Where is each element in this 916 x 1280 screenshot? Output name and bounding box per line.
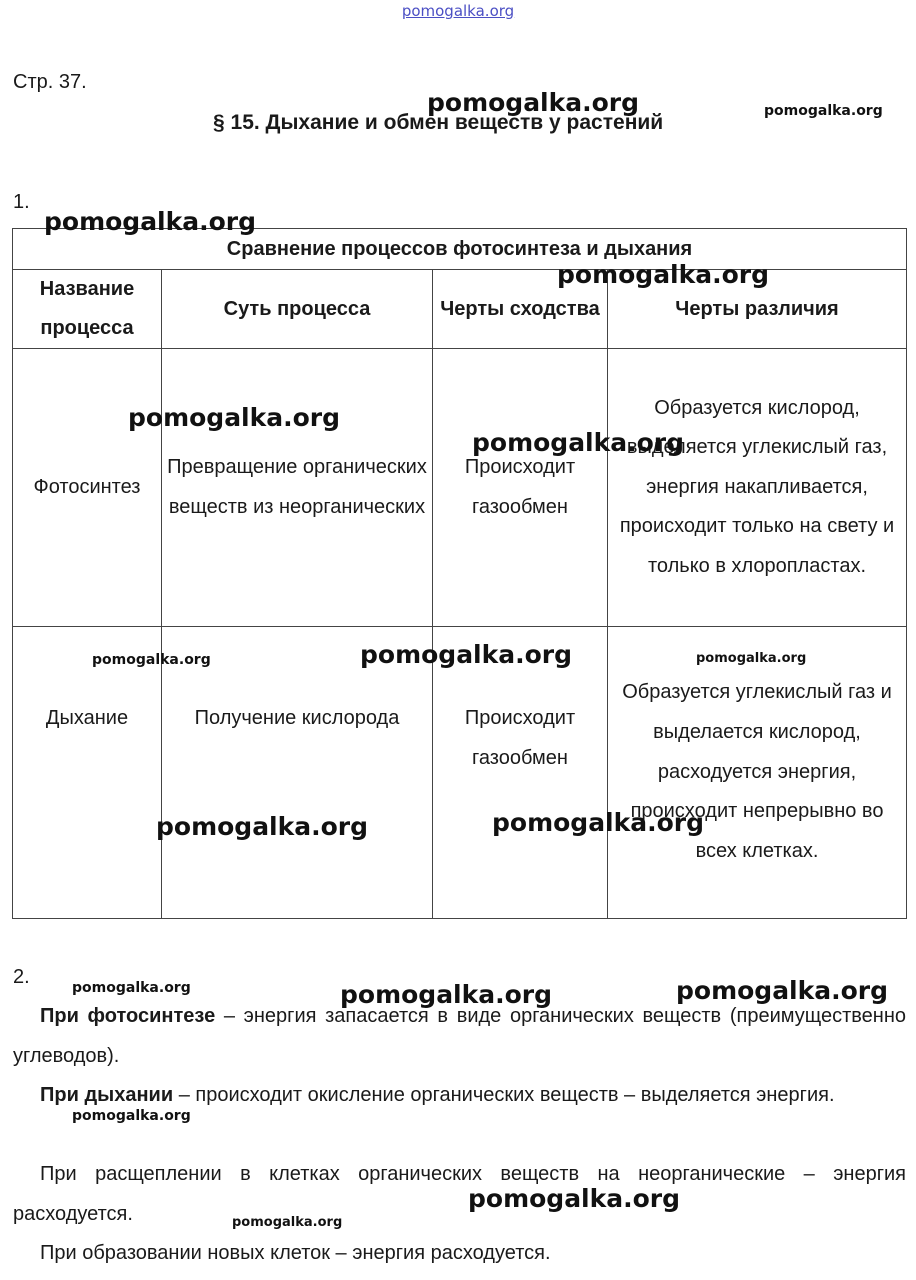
watermark: pomogalka.org — [472, 428, 685, 457]
cell-essence: Превращение органических веществ из неорганических — [162, 349, 433, 627]
watermark: pomogalka.org — [44, 207, 257, 236]
watermark: pomogalka.org — [232, 1215, 343, 1230]
watermark: pomogalka.org — [360, 640, 573, 669]
watermark: pomogalka.org — [156, 812, 369, 841]
cell-process-name: Фотосинтез — [13, 349, 162, 627]
cell-process-name: Дыхание — [13, 627, 162, 919]
watermark: pomogalka.org — [340, 980, 553, 1009]
table-row — [13, 627, 907, 919]
header-difference: Черты различия — [608, 270, 907, 349]
section-title: § 15. Дыхание и обмен веществ у растений — [213, 111, 664, 134]
site-link[interactable]: pomogalka.org — [401, 2, 515, 20]
watermark: pomogalka.org — [72, 980, 191, 996]
cell-difference: Образуется углекислый газ и выделается кислород, расходуется энергия, происходит непрерывно во всех клетках. — [608, 627, 907, 919]
watermark: pomogalka.org — [468, 1184, 681, 1213]
table-row — [13, 349, 907, 627]
watermark: pomogalka.org — [72, 1108, 191, 1124]
term-photosynthesis: При фотосинтезе — [40, 1005, 216, 1027]
watermark: pomogalka.org — [676, 976, 889, 1005]
watermark: pomogalka.org — [427, 88, 640, 117]
cell-difference: Образуется кислород, выделяется углекислый газ, энергия накапливается, происходит только на свету и только в хлоропластах. — [608, 349, 907, 627]
watermark: pomogalka.org — [128, 403, 341, 432]
text-new-cells: При образовании новых клеток – энергия расходуется. — [40, 1242, 551, 1264]
watermark: pomogalka.org — [696, 651, 807, 666]
page-number: Стр. 37. — [13, 71, 87, 93]
watermark: pomogalka.org — [764, 103, 883, 119]
paragraph-new-cells — [13, 1234, 906, 1274]
comparison-table — [12, 228, 907, 919]
cell-similarity: Происходит газообмен — [433, 627, 608, 919]
cell-similarity: Происходит газообмен — [433, 349, 608, 627]
text-respiration: – происходит окисление органических веществ – выделяется энергия. — [173, 1084, 835, 1106]
paragraph-breakdown — [13, 1155, 906, 1234]
term-respiration: При дыхании — [40, 1084, 174, 1106]
header-similarity: Черты сходства — [433, 270, 608, 349]
text-breakdown: При расщеплении в клетках органических веществ на неорганические – энергия расходуется. — [13, 1163, 906, 1225]
task-1-number: 1. — [13, 191, 30, 213]
watermark: pomogalka.org — [92, 652, 211, 668]
header-essence: Суть процесса — [162, 270, 433, 349]
header-name: Название процесса — [13, 270, 162, 349]
cell-essence: Получение кислорода — [162, 627, 433, 919]
watermark: pomogalka.org — [557, 260, 770, 289]
table-caption: Сравнение процессов фотосинтеза и дыхания — [13, 229, 907, 270]
watermark: pomogalka.org — [492, 808, 705, 837]
task-2-number: 2. — [13, 966, 30, 988]
text-photosynthesis: – энергия запасается в виде органических веществ (преимущественно углеводов). — [13, 1005, 906, 1067]
